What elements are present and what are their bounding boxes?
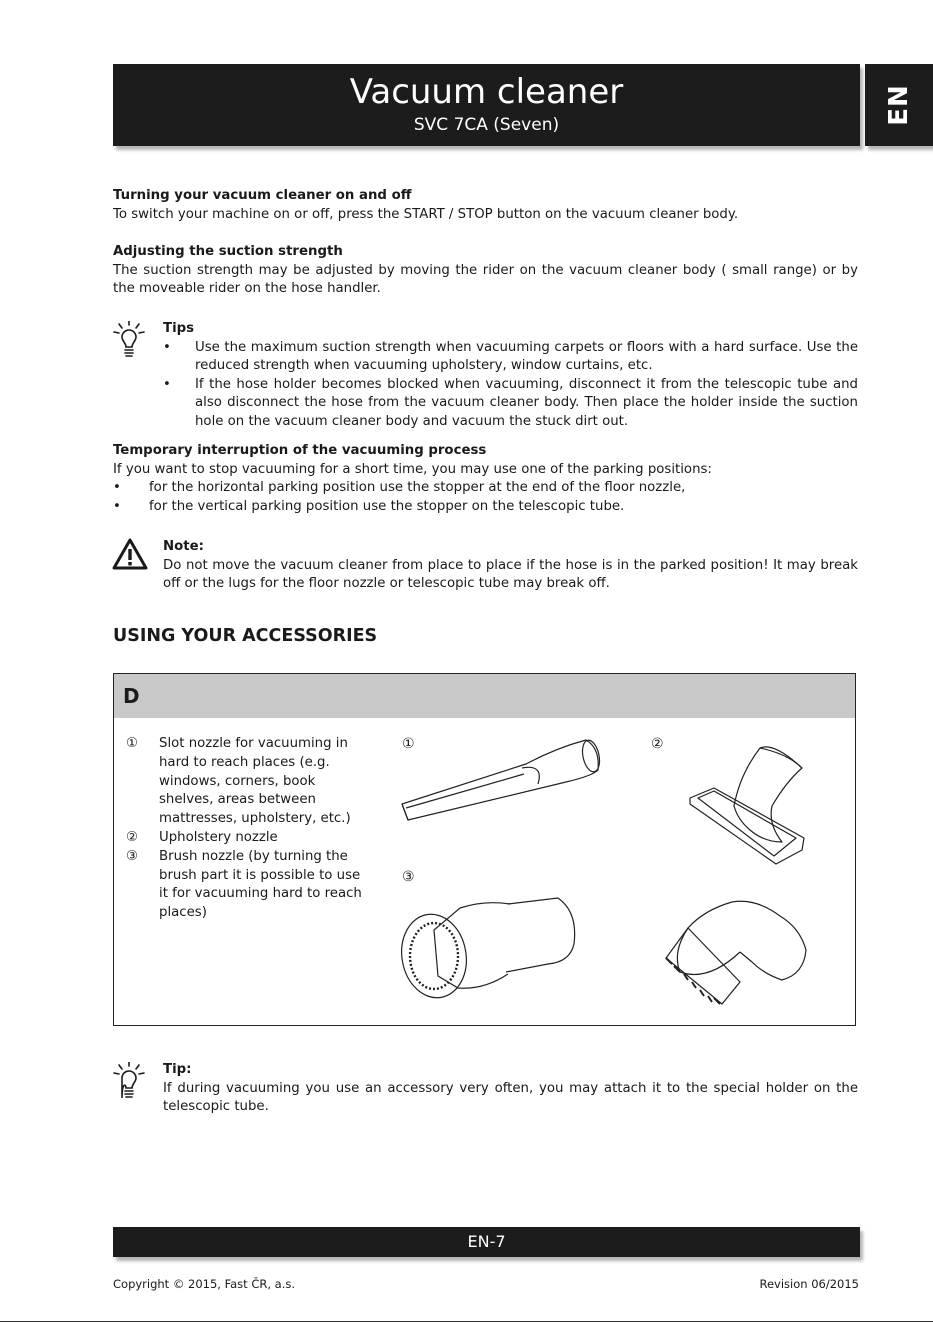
tips-block [163, 320, 858, 431]
brush-nozzle-icon [398, 892, 584, 1002]
section-suction [113, 243, 858, 299]
warning-icon [112, 538, 148, 570]
brush-nozzle-turned-icon [652, 892, 812, 1012]
slot-nozzle-icon [396, 734, 606, 834]
section-text: To switch your machine on or off, press the START / STOP button on the vacuum cleaner body. [113, 206, 739, 222]
page-subtitle: SVC 7CA (Seven) [413, 115, 560, 135]
list-item: • If the hose holder becomes blocked when vacuuming, disconnect it from the telescopic tube and also disconnect the hose from the vacuum cleaner body. Then place the holder inside the suction hole on the vacuum cleaner body and vacuum the stuck dirt out. [163, 376, 858, 429]
header-bar [113, 64, 860, 146]
section-heading: Turning your vacuum cleaner on and off [113, 188, 412, 203]
tip-block [163, 1061, 858, 1117]
list-item: • for the vertical parking position use the stopper on the telescopic tube. [113, 498, 625, 514]
upholstery-nozzle-icon [684, 734, 814, 869]
lightbulb-icon [112, 321, 146, 361]
tips-heading: Tips [163, 321, 195, 336]
section-title-accessories: USING YOUR ACCESSORIES [113, 626, 378, 646]
copyright: Copyright © 2015, Fast ČR, a.s. [113, 1277, 296, 1291]
accessories-box [113, 673, 856, 1026]
language-tab [865, 64, 933, 146]
accessory-list [126, 735, 366, 923]
note-text: Do not move the vacuum cleaner from place to place if the hose is in the parked position! It may break off or the lugs for the floor nozzle or telescopic tube may break off. [163, 557, 858, 591]
list-item: • for the horizontal parking position use the stopper at the end of the floor nozzle, [113, 480, 686, 495]
section-heading: Temporary interruption of the vacuuming process [113, 443, 487, 458]
footer-bar [113, 1227, 860, 1257]
box-letter: D [123, 684, 140, 708]
list-item: ① Slot nozzle for vacuuming in hard to reach places (e.g. windows, corners, book shelves, areas between mattresses, upholstery, etc.) [126, 736, 351, 827]
list-item: • Use the maximum suction strength when vacuuming carpets or floors with a hard surface. Use the reduced strength when vacuuming upholstery, window curtains, etc. [163, 339, 858, 373]
section-text: If you want to stop vacuuming for a short time, you may use one of the parking positions: [113, 461, 712, 477]
figure-label: ③ [402, 869, 415, 885]
tip-text: If during vacuuming you use an accessory very often, you may attach it to the special holder on the telescopic tube. [163, 1080, 858, 1114]
list-item: ③ Brush nozzle (by turning the brush part it is possible to use it for vacuuming hard to reach places) [126, 848, 362, 921]
list-item: ② Upholstery nozzle [126, 829, 278, 845]
revision: Revision 06/2015 [759, 1277, 859, 1291]
page-number: EN-7 [467, 1232, 506, 1251]
section-interruption [113, 442, 858, 516]
figure-label: ① [402, 736, 415, 752]
box-header [114, 674, 855, 718]
lightbulb-icon [112, 1062, 146, 1102]
page-title: Vacuum cleaner [349, 72, 624, 112]
figure-label: ② [651, 736, 664, 752]
section-on-off [113, 187, 858, 224]
note-heading: Note: [163, 539, 204, 554]
divider [0, 1321, 933, 1322]
tip-heading: Tip: [163, 1062, 192, 1077]
section-heading: Adjusting the suction strength [113, 244, 343, 259]
section-text: The suction strength may be adjusted by moving the rider on the vacuum cleaner body ( small range) or by the moveable rider on the hose handler. [113, 262, 858, 296]
language-label: EN [884, 84, 914, 126]
note-block [163, 538, 858, 594]
